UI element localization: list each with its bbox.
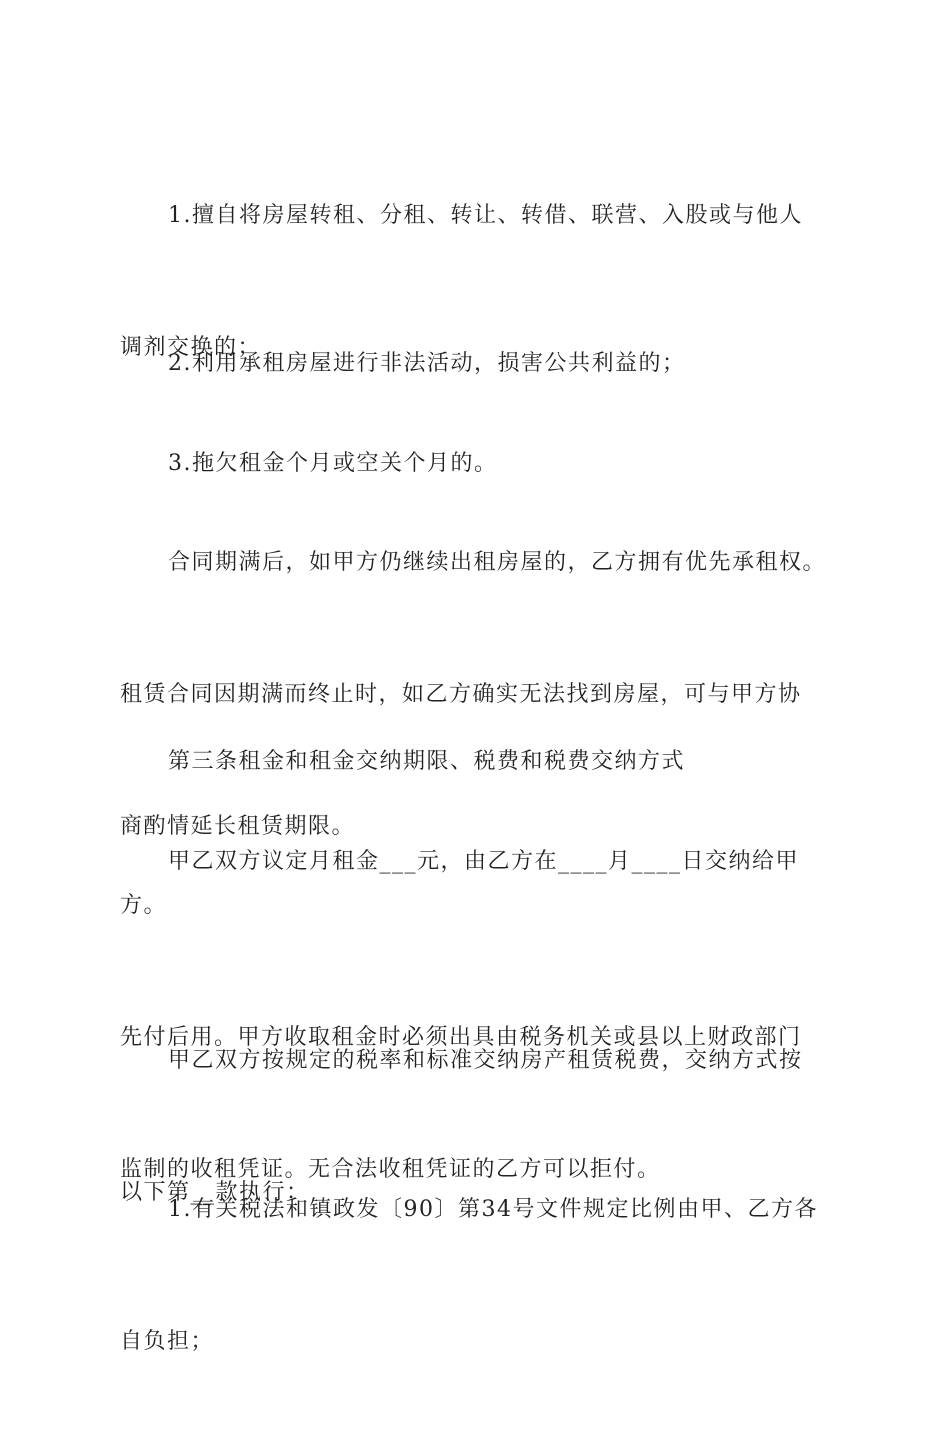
paragraph-line: 合同期满后，如甲方仍继续出租房屋的，乙方拥有优先承租权。 (168, 550, 827, 575)
paragraph-line: 甲乙双方议定月租金___元，由乙方在____月____日交纳给甲方。 (120, 849, 800, 918)
paragraph-line: 先付后用。甲方收取租金时必须出具由税务机关或县以上财政部门 (120, 1025, 802, 1050)
paragraph-line: 租赁合同因期满而终止时，如乙方确实无法找到房屋，可与甲方协 (120, 682, 802, 707)
paragraph-line: 1.擅自将房屋转租、分租、转让、转借、联营、入股或与他人 (168, 203, 803, 228)
paragraph-line: 2.利用承租房屋进行非法活动，损害公共利益的； (168, 351, 686, 376)
paragraph-line: 自负担； (120, 1329, 215, 1354)
paragraph-line: 商酌情延长租赁期限。 (120, 814, 356, 839)
paragraph-line: 以下第__款执行： (120, 1180, 310, 1205)
paragraph-line: 甲乙双方按规定的税率和标准交纳房产租赁税费，交纳方式按 (168, 1048, 803, 1073)
paragraph-line: 调剂交换的； (120, 335, 262, 360)
paragraph-line: 第三条租金和租金交纳期限、税费和税费交纳方式 (168, 749, 686, 774)
paragraph-line: 监制的收租凭证。无合法收租凭证的乙方可以拒付。 (120, 1157, 661, 1182)
paragraph-line: 1.有关税法和镇政发〔90〕第34号文件规定比例由甲、乙方各 (168, 1197, 818, 1222)
paragraph-line: 3.拖欠租金个月或空关个月的。 (168, 451, 498, 476)
paragraph-tax-option-1 (120, 1100, 840, 1452)
